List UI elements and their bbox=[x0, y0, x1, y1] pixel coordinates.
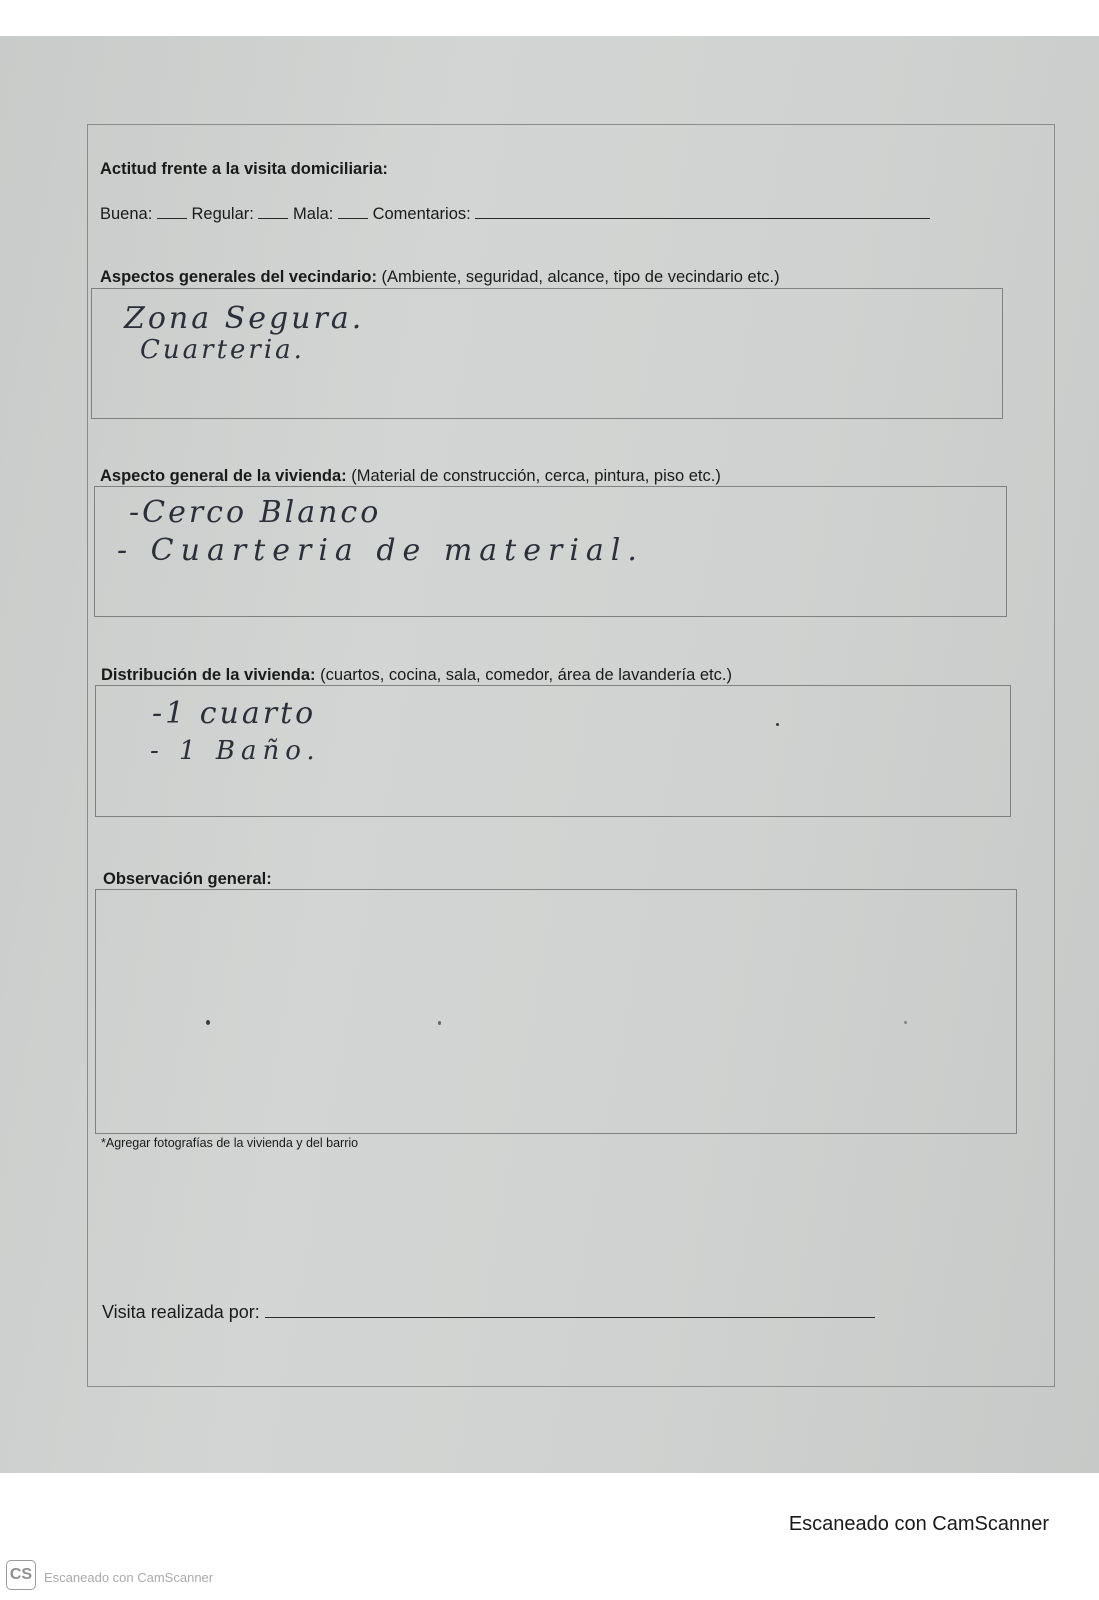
camscanner-watermark: Escaneado con CamScanner bbox=[788, 1513, 1049, 1535]
visit-by-line bbox=[102, 1301, 875, 1323]
housing-handwriting-line-2: - Cuarteria de material. bbox=[117, 533, 644, 568]
ink-speck bbox=[438, 1021, 441, 1025]
visit-by-blank[interactable] bbox=[265, 1301, 875, 1318]
neighborhood-heading-bold: Aspectos generales del vecindario: bbox=[100, 268, 377, 286]
regular-label: Regular: bbox=[191, 205, 254, 223]
housing-heading-hint: (Material de construcción, cerca, pintura, piso etc.) bbox=[351, 467, 721, 485]
visit-by-label: Visita realizada por: bbox=[102, 1302, 260, 1322]
observation-heading bbox=[103, 870, 272, 889]
camscanner-logo: CS bbox=[6, 1560, 36, 1590]
ink-speck bbox=[206, 1020, 210, 1025]
comentarios-blank[interactable] bbox=[475, 204, 930, 219]
distribution-heading-bold: Distribución de la vivienda: bbox=[101, 666, 316, 684]
attitude-rating-line bbox=[100, 204, 930, 224]
distribution-box[interactable] bbox=[95, 685, 1011, 817]
neighborhood-handwriting-line-2: Cuarteria. bbox=[140, 335, 305, 365]
observation-heading-text: Observación general: bbox=[103, 870, 272, 888]
mala-label: Mala: bbox=[293, 205, 334, 223]
buena-label: Buena: bbox=[100, 205, 153, 223]
neighborhood-handwriting-line-1: Zona Segura. bbox=[124, 301, 365, 336]
neighborhood-box[interactable] bbox=[91, 288, 1003, 419]
housing-handwriting-line-1: -Cerco Blanco bbox=[129, 495, 382, 530]
comentarios-label: Comentarios: bbox=[372, 205, 471, 223]
distribution-heading-hint: (cuartos, cocina, sala, comedor, área de lavandería etc.) bbox=[320, 666, 732, 684]
observation-box[interactable] bbox=[95, 889, 1017, 1134]
buena-blank[interactable] bbox=[157, 204, 187, 219]
neighborhood-heading-hint: (Ambiente, seguridad, alcance, tipo de vecindario etc.) bbox=[381, 268, 780, 286]
mala-blank[interactable] bbox=[338, 204, 368, 219]
housing-heading bbox=[100, 467, 721, 486]
housing-box[interactable] bbox=[94, 486, 1007, 617]
attitude-heading-text: Actitud frente a la visita domiciliaria: bbox=[100, 160, 388, 178]
ink-speck bbox=[904, 1021, 907, 1024]
regular-blank[interactable] bbox=[258, 204, 288, 219]
distribution-handwriting-line-1: -1 cuarto bbox=[152, 696, 317, 731]
neighborhood-heading bbox=[100, 268, 780, 287]
housing-heading-bold: Aspecto general de la vivienda: bbox=[100, 467, 347, 485]
camscanner-small-text: Escaneado con CamScanner bbox=[44, 1570, 214, 1585]
ink-speck bbox=[776, 723, 779, 726]
photo-note: *Agregar fotografías de la vivienda y del barrio bbox=[101, 1136, 359, 1150]
attitude-heading bbox=[100, 160, 388, 179]
distribution-heading bbox=[101, 666, 732, 685]
distribution-handwriting-line-2: - 1 Baño. bbox=[150, 736, 321, 766]
